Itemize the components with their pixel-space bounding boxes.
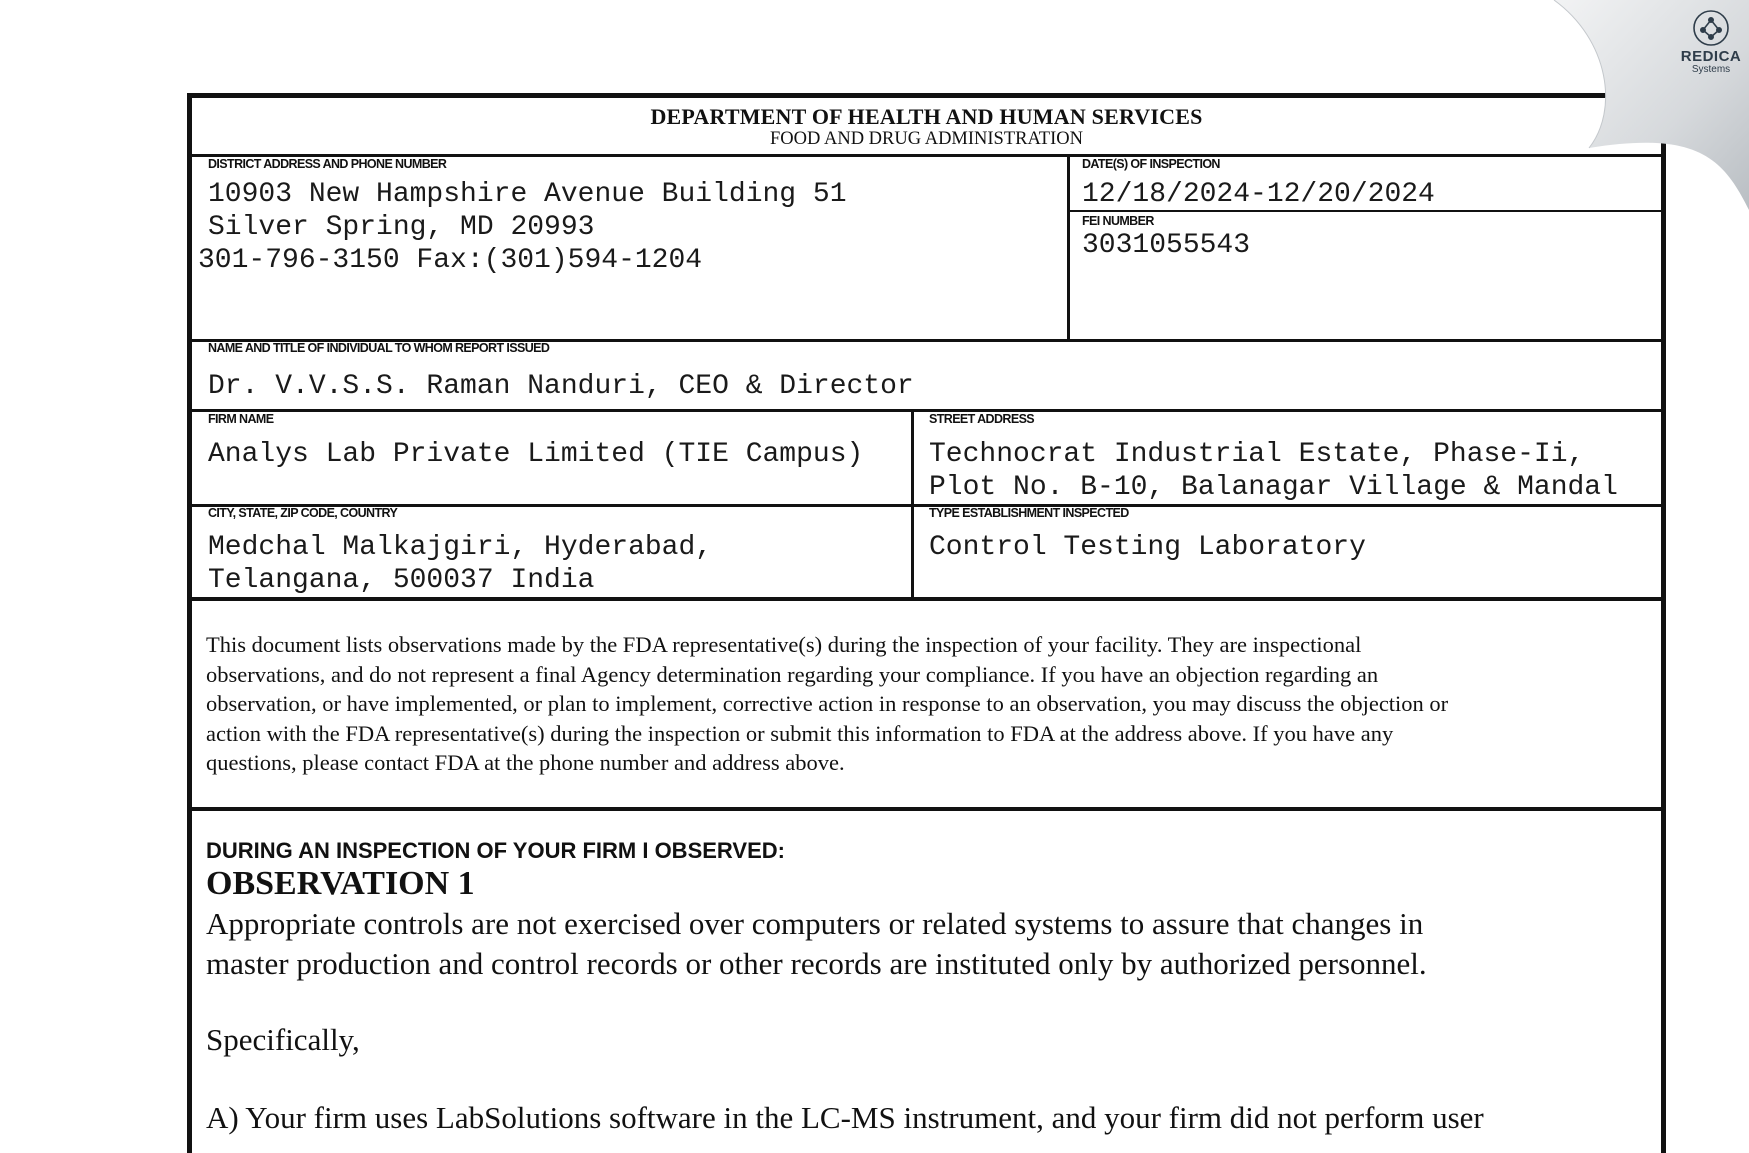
divider [192, 409, 1661, 412]
district-phone: 301-796-3150 Fax:(301)594-1204 [198, 245, 703, 276]
redica-corner-badge [1549, 0, 1749, 210]
notice-line: questions, please contact FDA at the phone number and address above. [206, 750, 845, 775]
notice-line: observations, and do not represent a final Agency determination regarding your compliance. If you have an objection regarding an [206, 661, 1379, 687]
observation-text-line: Appropriate controls are not exercised over computers or related systems to assure that changes in [206, 906, 1424, 941]
city-line1: Medchal Malkajgiri, Hyderabad, [208, 532, 713, 563]
column-divider [1067, 154, 1070, 341]
street-label: STREET ADDRESS [929, 412, 1035, 426]
observation-title: OBSERVATION 1 [206, 865, 475, 902]
establishment-label: TYPE ESTABLISHMENT INSPECTED [929, 506, 1129, 520]
district-label: DISTRICT ADDRESS AND PHONE NUMBER [208, 157, 447, 171]
department-title: DEPARTMENT OF HEALTH AND HUMAN SERVICES [650, 104, 1203, 129]
notice-line: observation, or have implemented, or plan to implement, corrective action in response to an observation, you may discuss the objection or [206, 691, 1449, 716]
divider [192, 504, 1661, 507]
city-label: CITY, STATE, ZIP CODE, COUNTRY [208, 506, 398, 520]
fei-label: FEI NUMBER [1082, 214, 1154, 228]
inspection-dates-label: DATE(S) OF INSPECTION [1082, 157, 1220, 171]
agency-title: FOOD AND DRUG ADMINISTRATION [770, 129, 1083, 149]
city-line2: Telangana, 500037 India [208, 565, 595, 596]
establishment-value: Control Testing Laboratory [929, 532, 1366, 563]
firm-value: Analys Lab Private Limited (TIE Campus) [208, 439, 864, 470]
district-line1: 10903 New Hampshire Avenue Building 51 [208, 179, 847, 210]
firm-label: FIRM NAME [208, 412, 274, 426]
divider [192, 807, 1661, 811]
notice-line: action with the FDA representative(s) during the inspection or submit this information to FDA at the address above. If you have any [206, 720, 1394, 746]
badge-sub: Systems [1691, 64, 1731, 75]
district-line2: Silver Spring, MD 20993 [208, 212, 595, 243]
divider [192, 597, 1661, 601]
street-line1: Technocrat Industrial Estate, Phase-Ii, [929, 439, 1585, 470]
notice-line: This document lists observations made by the FDA representative(s) during the inspection of your facility. They are inspectional [206, 632, 1362, 657]
fei-value: 3031055543 [1082, 230, 1251, 261]
notice-paragraph [206, 630, 1656, 778]
observation-item-a: A) Your firm uses LabSolutions software in the LC-MS instrument, and your firm did not perform user [206, 1100, 1484, 1135]
inspection-dates-value: 12/18/2024-12/20/2024 [1082, 179, 1435, 210]
column-divider [911, 409, 914, 599]
street-line2: Plot No. B-10, Balanagar Village & Mandal [929, 472, 1618, 503]
page-curl-graphic [1549, 0, 1749, 210]
individual-value: Dr. V.V.S.S. Raman Nanduri, CEO & Director [208, 371, 914, 402]
observation-intro: DURING AN INSPECTION OF YOUR FIRM I OBSERVED: [206, 838, 785, 863]
badge-brand: REDICA [1680, 48, 1742, 65]
observation-text-line: master production and control records or other records are instituted only by authorized personnel. [206, 946, 1427, 981]
individual-label: NAME AND TITLE OF INDIVIDUAL TO WHOM REPORT ISSUED [208, 341, 550, 355]
observation-specifically: Specifically, [206, 1022, 360, 1057]
